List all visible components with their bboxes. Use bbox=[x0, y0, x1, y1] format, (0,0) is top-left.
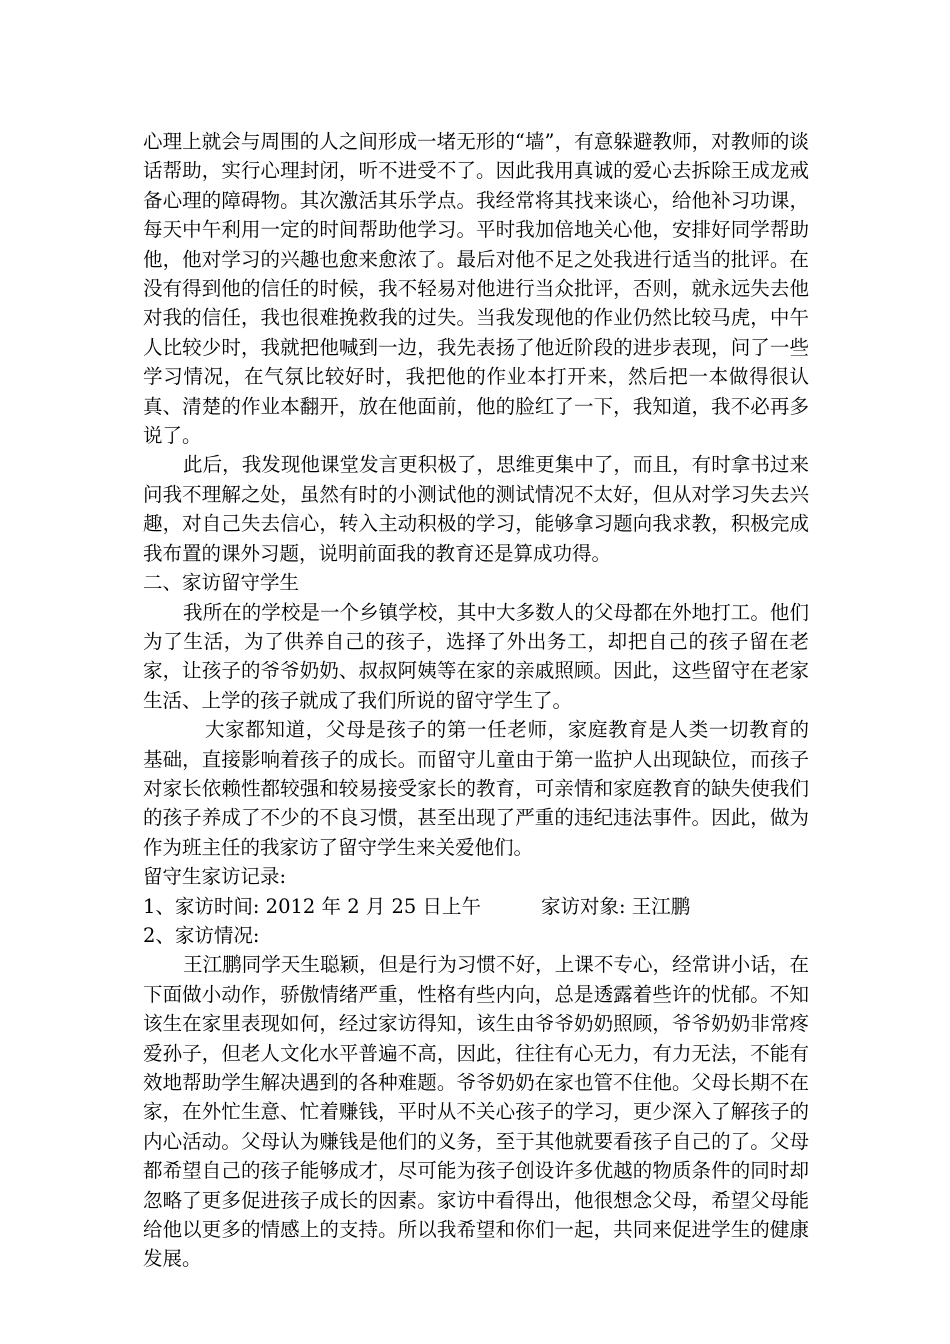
visit-situation-label: 2、家访情况: bbox=[143, 923, 260, 947]
section-heading-home-visit: 二、家访留守学生 bbox=[143, 571, 300, 595]
visit-time: 1、家访时间: 2012 年 2 月 25 日上午 bbox=[143, 894, 482, 918]
document-body bbox=[143, 127, 809, 1274]
paragraph-family-education: 大家都知道，父母是孩子的第一任老师，家庭教育是人类一切教育的基础，直接影响着孩子的成长。而留守儿童由于第一监护人出现缺位，而孩子对家长依赖性都较强和较易接受家长的教育，可亲情和家庭教育的缺失使我们的孩子养成了不少的不良习惯，甚至出现了严重的违纪违法事件。因此，做为作为班主任的我家访了留守学生来关爱他们。 bbox=[143, 718, 809, 859]
visit-info-line bbox=[143, 892, 809, 921]
visit-record-title: 留守生家访记录: bbox=[143, 865, 287, 889]
visit-target: 家访对象: 王江鹏 bbox=[541, 894, 691, 918]
paragraph-psychological-wall: 心理上就会与周围的人之间形成一堵无形的“墙”，有意躲避教师，对教师的谈话帮助，实行心理封闭，听不进受不了。因此我用真诚的爱心去拆除王成龙戒备心理的障碍物。其次激活其乐学点。我经常将其找来谈心，给他补习功课，每天中午利用一定的时间帮助他学习。平时我加倍地关心他，安排好同学帮助他，他对学习的兴趣也愈来愈浓了。最后对他不足之处我进行适当的批评。在没有得到他的信任的时候，我不轻易对他进行当众批评，否则，就永远失去他对我的信任，我也很难挽救我的过失。当我发现他的作业仍然比较马虎，中午人比较少时，我就把他喊到一边，我先表扬了他近阶段的进步表现，问了一些学习情况，在气氛比较好时，我把他的作业本打开来，然后把一本做得很认真、清楚的作业本翻开，放在他面前，他的脸红了一下，我知道，我不必再多说了。 bbox=[143, 130, 809, 448]
paragraph-visit-details: 王江鹏同学天生聪颖，但是行为习惯不好，上课不专心，经常讲小话，在下面做小动作，骄傲情绪严重，性格有些内向，总是透露着些许的忧郁。不知该生在家里表现如何，经过家访得知，该生由爷爷奶奶照顾，爷爷奶奶非常疼爱孙子，但老人文化水平普遍不高，因此，往往有心无力，有力无法，不能有效地帮助学生解决遇到的各种难题。爷爷奶奶在家也管不住他。父母长期不在家，在外忙生意、忙着赚钱，平时从不关心孩子的学习，更少深入了解孩子的内心活动。父母认为赚钱是他们的义务，至于其他就要看孩子自己的了。父母都希望自己的孩子能够成才，尽可能为孩子创设许多优越的物质条件的同时却忽略了更多促进孩子成长的因素。家访中看得出，他很想念父母，希望父母能给他以更多的情感上的支持。所以我希望和你们一起，共同来促进学生的健康发展。 bbox=[143, 953, 809, 1271]
paragraph-progress: 此后，我发现他课堂发言更积极了，思维更集中了，而且，有时拿书过来问我不理解之处，虽然有时的小测试他的测试情况不太好，但从对学习失去兴趣，对自己失去信心，转入主动积极的学习，能够拿习题向我求教，积极完成我布置的课外习题，说明前面我的教育还是算成功得。 bbox=[143, 453, 809, 565]
paragraph-rural-school: 我所在的学校是一个乡镇学校，其中大多数人的父母都在外地打工。他们为了生活，为了供养自己的孩子，选择了外出务工，却把自己的孩子留在老家，让孩子的爷爷奶奶、叔叔阿姨等在家的亲戚照顾。因此，这些留守在老家生活、上学的孩子就成了我们所说的留守学生了。 bbox=[143, 600, 809, 712]
